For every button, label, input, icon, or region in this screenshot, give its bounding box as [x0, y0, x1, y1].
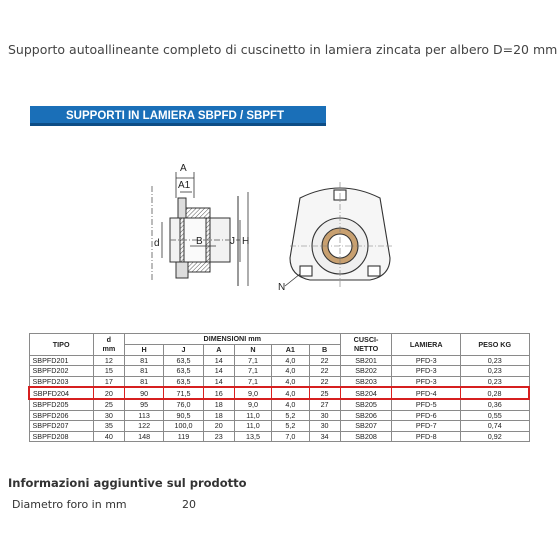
dim-label-b: B	[196, 236, 203, 247]
table-cell: 25	[93, 399, 124, 410]
table-cell: PFD-3	[392, 376, 460, 387]
table-cell: 34	[309, 431, 340, 442]
table-cell: PFD-6	[392, 410, 460, 421]
table-cell: 27	[309, 399, 340, 410]
table-cell: SB201	[340, 355, 392, 366]
table-cell: 7,1	[234, 355, 271, 366]
table-cell: 4,0	[272, 387, 309, 399]
dim-label-a1: A1	[178, 180, 191, 191]
table-cell: 9,0	[234, 387, 271, 399]
table-cell: SBPFD207	[29, 421, 93, 432]
table-cell: 23	[203, 431, 234, 442]
table-row	[29, 421, 529, 432]
table-row	[29, 387, 529, 399]
table-cell: SB202	[340, 366, 392, 377]
table-cell: 20	[93, 387, 124, 399]
table-cell: 7,1	[234, 376, 271, 387]
table-cell: SBPFD201	[29, 355, 93, 366]
table-cell: SB207	[340, 421, 392, 432]
dim-label-d: d	[154, 238, 160, 249]
table-cell: 0,74	[460, 421, 529, 432]
table-cell: 14	[203, 366, 234, 377]
header-a1: A1	[272, 344, 309, 355]
table-cell: 22	[309, 376, 340, 387]
table-cell: 63,5	[164, 376, 203, 387]
header-dimensioni: DIMENSIONI mm	[124, 334, 340, 345]
table-cell: PFD-4	[392, 387, 460, 399]
table-cell: 81	[124, 355, 163, 366]
table-cell: 16	[203, 387, 234, 399]
table-cell: 63,5	[164, 355, 203, 366]
table-cell: 113	[124, 410, 163, 421]
table-cell: SBPFD208	[29, 431, 93, 442]
table-cell: 71,5	[164, 387, 203, 399]
table-cell: 0,55	[460, 410, 529, 421]
table-cell: 18	[203, 410, 234, 421]
table-cell: SB205	[340, 399, 392, 410]
table-cell: 4,0	[272, 366, 309, 377]
dim-label-n: N	[278, 282, 286, 293]
specs-table-body	[29, 355, 529, 442]
table-cell: 76,0	[164, 399, 203, 410]
table-cell: 5,2	[272, 421, 309, 432]
table-cell: SBPFD202	[29, 366, 93, 377]
table-cell: 12	[93, 355, 124, 366]
table-cell: SBPFD204	[29, 387, 93, 399]
dim-label-h: H	[242, 236, 250, 247]
header-cuscinetto: CUSCI- NETTO	[340, 334, 392, 356]
table-cell: 7,0	[272, 431, 309, 442]
table-cell: 17	[93, 376, 124, 387]
table-cell: 22	[309, 355, 340, 366]
table-cell: SB204	[340, 387, 392, 399]
table-cell: PFD-5	[392, 399, 460, 410]
table-cell: 148	[124, 431, 163, 442]
table-cell: 30	[309, 421, 340, 432]
table-cell: 0,23	[460, 376, 529, 387]
info-title: Informazioni aggiuntive sul prodotto	[8, 476, 247, 490]
table-cell: 5,2	[272, 410, 309, 421]
table-cell: SB208	[340, 431, 392, 442]
info-value: 20	[182, 498, 196, 511]
table-row	[29, 366, 529, 377]
header-h: H	[124, 344, 163, 355]
header-peso: PESO KG	[460, 334, 529, 356]
header-tipo: TIPO	[29, 334, 93, 356]
table-row	[29, 355, 529, 366]
table-cell: 63,5	[164, 366, 203, 377]
table-cell: 18	[203, 399, 234, 410]
table-cell: PFD-7	[392, 421, 460, 432]
table-cell: 14	[203, 355, 234, 366]
table-cell: 7,1	[234, 366, 271, 377]
table-cell: 81	[124, 376, 163, 387]
dim-label-j: J	[230, 236, 235, 247]
specs-table	[28, 333, 530, 442]
table-cell: 4,0	[272, 399, 309, 410]
dim-label-a: A	[180, 163, 187, 174]
table-cell: 119	[164, 431, 203, 442]
table-row	[29, 431, 529, 442]
technical-drawing	[140, 158, 400, 298]
table-cell: SBPFD206	[29, 410, 93, 421]
table-cell: 11,0	[234, 421, 271, 432]
header-d: d mm	[93, 334, 124, 356]
table-cell: 11,0	[234, 410, 271, 421]
table-cell: 100,0	[164, 421, 203, 432]
table-cell: 40	[93, 431, 124, 442]
table-cell: 90,5	[164, 410, 203, 421]
table-cell: 0,23	[460, 355, 529, 366]
table-cell: 81	[124, 366, 163, 377]
table-cell: 0,23	[460, 366, 529, 377]
header-j: J	[164, 344, 203, 355]
table-cell: PFD-3	[392, 366, 460, 377]
table-cell: PFD-8	[392, 431, 460, 442]
table-cell: PFD-3	[392, 355, 460, 366]
table-cell: 13,5	[234, 431, 271, 442]
table-row	[29, 410, 529, 421]
table-cell: 30	[309, 410, 340, 421]
table-row	[29, 376, 529, 387]
table-cell: 4,0	[272, 355, 309, 366]
header-a: A	[203, 344, 234, 355]
table-cell: 0,28	[460, 387, 529, 399]
table-cell: 35	[93, 421, 124, 432]
product-description: Supporto autoallineante completo di cuscinetto in lamiera zincata per albero D=20 mm	[8, 42, 558, 57]
table-cell: SB206	[340, 410, 392, 421]
table-cell: 14	[203, 376, 234, 387]
info-label: Diametro foro in mm	[12, 498, 127, 511]
table-cell: 0,92	[460, 431, 529, 442]
table-cell: 20	[203, 421, 234, 432]
table-cell: 95	[124, 399, 163, 410]
table-cell: 90	[124, 387, 163, 399]
table-cell: 0,36	[460, 399, 529, 410]
header-lamiera: LAMIERA	[392, 334, 460, 356]
table-cell: 9,0	[234, 399, 271, 410]
table-cell: 30	[93, 410, 124, 421]
table-row	[29, 399, 529, 410]
table-cell: 25	[309, 387, 340, 399]
table-cell: SBPFD205	[29, 399, 93, 410]
header-n: N	[234, 344, 271, 355]
table-cell: 4,0	[272, 376, 309, 387]
section-banner: SUPPORTI IN LAMIERA SBPFD / SBPFT	[30, 106, 326, 126]
table-cell: 15	[93, 366, 124, 377]
table-cell: SBPFD203	[29, 376, 93, 387]
header-b: B	[309, 344, 340, 355]
table-cell: SB203	[340, 376, 392, 387]
table-cell: 22	[309, 366, 340, 377]
table-cell: 122	[124, 421, 163, 432]
